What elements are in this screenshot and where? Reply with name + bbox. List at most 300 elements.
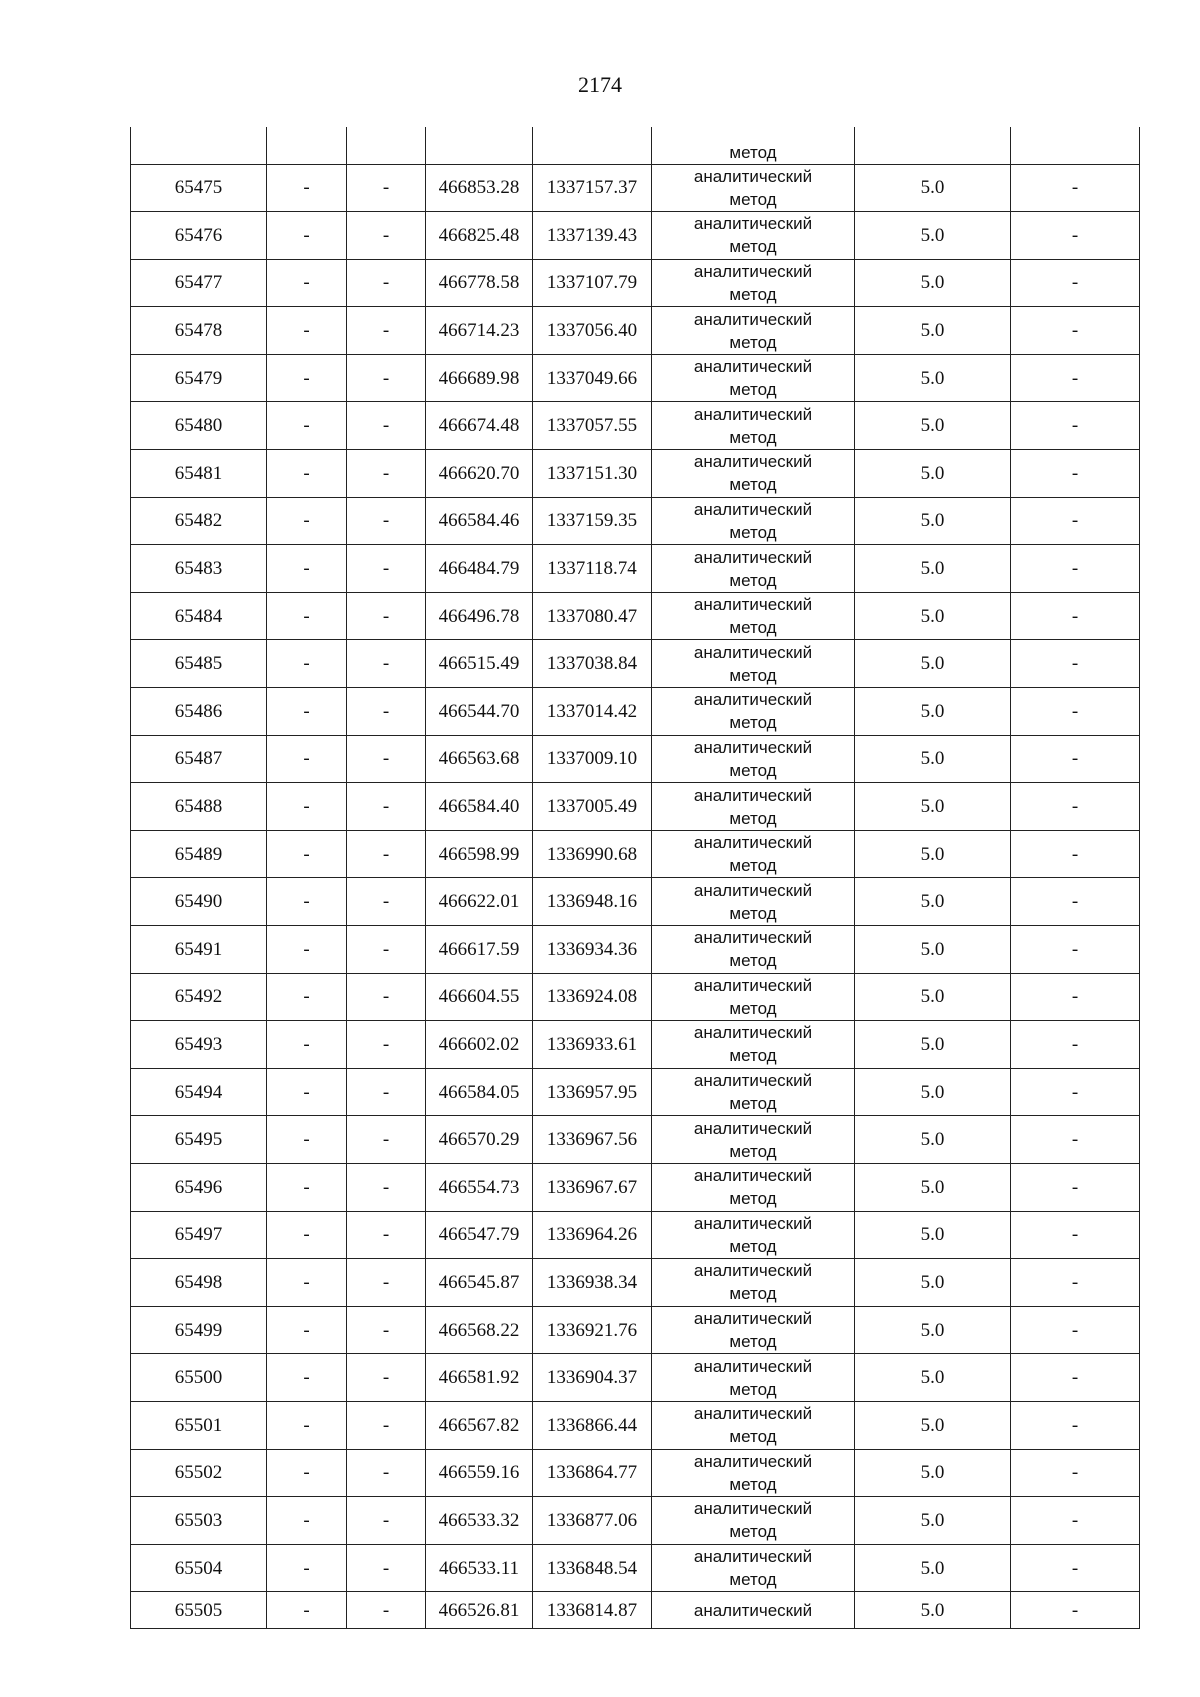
cell-col8: -	[1011, 1068, 1140, 1116]
cell-col8: -	[1011, 164, 1140, 212]
method-line1: аналитический	[693, 261, 813, 281]
cell-col2: -	[267, 1068, 347, 1116]
cell-accuracy: 5.0	[855, 1306, 1011, 1354]
cell-x: 466825.48	[426, 212, 533, 260]
cell-col8: -	[1011, 783, 1140, 831]
table-row	[131, 450, 1140, 498]
method-line1: аналитический	[693, 1166, 813, 1186]
cell-id: 65489	[131, 830, 267, 878]
cell-col3: -	[347, 1211, 426, 1259]
cell-col3: -	[347, 1449, 426, 1497]
continuation-row	[131, 127, 1140, 164]
method-line2: метод	[729, 284, 777, 304]
cell-x: 466563.68	[426, 735, 533, 783]
cell-x: 466545.87	[426, 1259, 533, 1307]
cell-col3: -	[347, 307, 426, 355]
method-line2: метод	[729, 808, 777, 828]
cell-col2: -	[267, 973, 347, 1021]
cell-id: 65502	[131, 1449, 267, 1497]
method-line2: метод	[729, 760, 777, 780]
method-line1: аналитический	[693, 214, 813, 234]
cell-accuracy: 5.0	[855, 1354, 1011, 1402]
cell-id: 65492	[131, 973, 267, 1021]
cell-method	[652, 259, 855, 307]
cell-accuracy: 5.0	[855, 735, 1011, 783]
cell-y: 1336921.76	[533, 1306, 652, 1354]
cell-col3: -	[347, 830, 426, 878]
cell-y: 1337151.30	[533, 450, 652, 498]
cell-method	[652, 1592, 855, 1629]
cell-x: 466547.79	[426, 1211, 533, 1259]
method-line2: метод	[729, 1284, 777, 1304]
cell-id: 65496	[131, 1163, 267, 1211]
cell-method	[652, 402, 855, 450]
cell-y: 1337080.47	[533, 592, 652, 640]
cell-col2: -	[267, 450, 347, 498]
cell-col2: -	[267, 735, 347, 783]
cell-col2: -	[267, 1592, 347, 1629]
cell-method	[652, 127, 855, 164]
cell-method	[652, 973, 855, 1021]
cell-col2: -	[267, 1259, 347, 1307]
table-row	[131, 259, 1140, 307]
method-line2: метод	[729, 237, 777, 257]
cell-col2: -	[267, 640, 347, 688]
method-line1: аналитический	[693, 1261, 813, 1281]
method-line2: метод	[729, 380, 777, 400]
cell-col3: -	[347, 973, 426, 1021]
table-row	[131, 354, 1140, 402]
method-line1: аналитический	[693, 1071, 813, 1091]
method-line2: метод	[729, 856, 777, 876]
cell-id: 65491	[131, 926, 267, 974]
table-row	[131, 830, 1140, 878]
method-line1: аналитический	[693, 1600, 813, 1620]
table-row	[131, 640, 1140, 688]
cell-method	[652, 1449, 855, 1497]
cell-col2: -	[267, 402, 347, 450]
cell-accuracy	[855, 127, 1011, 164]
cell-col3: -	[347, 497, 426, 545]
cell-y: 1336967.67	[533, 1163, 652, 1211]
cell-col2: -	[267, 259, 347, 307]
table-row	[131, 1259, 1140, 1307]
cell-col2: -	[267, 164, 347, 212]
cell-y: 1336933.61	[533, 1021, 652, 1069]
cell-method	[652, 830, 855, 878]
cell-col2: -	[267, 1449, 347, 1497]
cell-accuracy: 5.0	[855, 1449, 1011, 1497]
cell-id: 65490	[131, 878, 267, 926]
method-line2: метод	[729, 1570, 777, 1590]
cell-id: 65500	[131, 1354, 267, 1402]
cell-accuracy: 5.0	[855, 307, 1011, 355]
cell-id: 65487	[131, 735, 267, 783]
table-row	[131, 783, 1140, 831]
method-line2: метод	[729, 1046, 777, 1066]
cell-method	[652, 1259, 855, 1307]
cell-accuracy: 5.0	[855, 354, 1011, 402]
cell-id: 65495	[131, 1116, 267, 1164]
cell-col2: -	[267, 688, 347, 736]
cell-y: 1336814.87	[533, 1592, 652, 1629]
cell-accuracy: 5.0	[855, 830, 1011, 878]
cell-col8: -	[1011, 1449, 1140, 1497]
cell-id: 65504	[131, 1544, 267, 1592]
page-number: 2174	[578, 72, 622, 97]
cell-col3: -	[347, 1354, 426, 1402]
table-row	[131, 735, 1140, 783]
cell-id: 65488	[131, 783, 267, 831]
cell-y: 1337038.84	[533, 640, 652, 688]
coordinates-table	[130, 127, 1140, 1629]
method-line1: аналитический	[693, 166, 813, 186]
cell-x: 466526.81	[426, 1592, 533, 1629]
cell-accuracy: 5.0	[855, 973, 1011, 1021]
cell-y: 1337118.74	[533, 545, 652, 593]
cell-col3: -	[347, 164, 426, 212]
cell-col2: -	[267, 1163, 347, 1211]
cell-x: 466714.23	[426, 307, 533, 355]
method-line2: метод	[729, 1522, 777, 1542]
cell-col8: -	[1011, 688, 1140, 736]
method-line1: аналитический	[693, 1213, 813, 1233]
cell-id: 65503	[131, 1497, 267, 1545]
table-row	[131, 164, 1140, 212]
cell-x: 466622.01	[426, 878, 533, 926]
cell-method	[652, 1306, 855, 1354]
method-line2: метод	[729, 903, 777, 923]
cell-accuracy: 5.0	[855, 1211, 1011, 1259]
cell-accuracy: 5.0	[855, 926, 1011, 974]
cell-y: 1336877.06	[533, 1497, 652, 1545]
method-line2: метод	[729, 1332, 777, 1352]
cell-x: 466598.99	[426, 830, 533, 878]
table-row	[131, 1021, 1140, 1069]
cell-y: 1336848.54	[533, 1544, 652, 1592]
cell-method	[652, 1116, 855, 1164]
cell-col2: -	[267, 926, 347, 974]
cell-col8: -	[1011, 402, 1140, 450]
cell-col8: -	[1011, 545, 1140, 593]
method-line2: метод	[729, 522, 777, 542]
cell-col8: -	[1011, 259, 1140, 307]
table-row	[131, 1449, 1140, 1497]
cell-method	[652, 783, 855, 831]
cell-col2: -	[267, 878, 347, 926]
cell-method	[652, 688, 855, 736]
method-line1: аналитический	[693, 833, 813, 853]
table-row	[131, 1354, 1140, 1402]
cell-accuracy: 5.0	[855, 1021, 1011, 1069]
cell-col8: -	[1011, 973, 1140, 1021]
cell-accuracy: 5.0	[855, 592, 1011, 640]
table-row	[131, 497, 1140, 545]
cell-col3: -	[347, 1259, 426, 1307]
cell-method	[652, 164, 855, 212]
cell-method	[652, 1163, 855, 1211]
cell-col8: -	[1011, 1592, 1140, 1629]
cell-accuracy: 5.0	[855, 402, 1011, 450]
table-row	[131, 1163, 1140, 1211]
cell-col2: -	[267, 592, 347, 640]
cell-col2: -	[267, 545, 347, 593]
cell-accuracy: 5.0	[855, 1116, 1011, 1164]
cell-col2: -	[267, 1021, 347, 1069]
cell-col3	[347, 127, 426, 164]
cell-accuracy: 5.0	[855, 1544, 1011, 1592]
cell-col2: -	[267, 1211, 347, 1259]
method-line2: метод	[729, 998, 777, 1018]
method-line1: аналитический	[693, 690, 813, 710]
cell-col2: -	[267, 783, 347, 831]
cell-method	[652, 1544, 855, 1592]
cell-x: 466559.16	[426, 1449, 533, 1497]
cell-col8: -	[1011, 878, 1140, 926]
cell-y: 1336864.77	[533, 1449, 652, 1497]
method-line1: аналитический	[693, 737, 813, 757]
cell-id: 65477	[131, 259, 267, 307]
cell-col3: -	[347, 783, 426, 831]
cell-x: 466533.11	[426, 1544, 533, 1592]
cell-method	[652, 545, 855, 593]
cell-col3: -	[347, 640, 426, 688]
method-line1: аналитический	[693, 309, 813, 329]
table-row	[131, 1544, 1140, 1592]
cell-col8: -	[1011, 497, 1140, 545]
table-row	[131, 1211, 1140, 1259]
cell-method	[652, 640, 855, 688]
cell-accuracy: 5.0	[855, 1497, 1011, 1545]
cell-accuracy: 5.0	[855, 1259, 1011, 1307]
cell-y: 1336924.08	[533, 973, 652, 1021]
cell-col3: -	[347, 1116, 426, 1164]
cell-accuracy: 5.0	[855, 164, 1011, 212]
table-row	[131, 1401, 1140, 1449]
cell-method	[652, 1021, 855, 1069]
cell-id: 65497	[131, 1211, 267, 1259]
cell-col3: -	[347, 259, 426, 307]
cell-col2: -	[267, 212, 347, 260]
cell-col8: -	[1011, 1116, 1140, 1164]
cell-accuracy: 5.0	[855, 545, 1011, 593]
method-line2: метод	[729, 570, 777, 590]
cell-accuracy: 5.0	[855, 878, 1011, 926]
method-line2: метод	[729, 427, 777, 447]
method-line1: аналитический	[693, 785, 813, 805]
cell-y: 1336990.68	[533, 830, 652, 878]
method-line2: метод	[729, 618, 777, 638]
cell-col3: -	[347, 1306, 426, 1354]
cell-col3: -	[347, 1163, 426, 1211]
cell-id: 65481	[131, 450, 267, 498]
cell-accuracy: 5.0	[855, 212, 1011, 260]
cell-x: 466544.70	[426, 688, 533, 736]
cell-col2: -	[267, 1306, 347, 1354]
cell-y: 1336964.26	[533, 1211, 652, 1259]
cell-y: 1336948.16	[533, 878, 652, 926]
cell-id: 65482	[131, 497, 267, 545]
method-line1: аналитический	[693, 880, 813, 900]
table-row	[131, 1306, 1140, 1354]
cell-col8: -	[1011, 307, 1140, 355]
cell-x: 466581.92	[426, 1354, 533, 1402]
cell-id: 65484	[131, 592, 267, 640]
cell-x: 466617.59	[426, 926, 533, 974]
cell-y: 1337049.66	[533, 354, 652, 402]
cell-method	[652, 354, 855, 402]
cell-id: 65480	[131, 402, 267, 450]
cell-col3: -	[347, 926, 426, 974]
cell-id: 65501	[131, 1401, 267, 1449]
cell-col2: -	[267, 307, 347, 355]
cell-method	[652, 1401, 855, 1449]
cell-method	[652, 1354, 855, 1402]
cell-col2: -	[267, 1354, 347, 1402]
cell-col8: -	[1011, 1401, 1140, 1449]
cell-method	[652, 450, 855, 498]
cell-col3: -	[347, 1544, 426, 1592]
cell-x	[426, 127, 533, 164]
cell-y: 1337057.55	[533, 402, 652, 450]
cell-accuracy: 5.0	[855, 259, 1011, 307]
table-row	[131, 926, 1140, 974]
cell-id: 65478	[131, 307, 267, 355]
table-body	[131, 127, 1140, 1629]
method-line1: аналитический	[693, 357, 813, 377]
cell-col2: -	[267, 1116, 347, 1164]
cell-col8: -	[1011, 1163, 1140, 1211]
cell-col3: -	[347, 735, 426, 783]
cell-y: 1336938.34	[533, 1259, 652, 1307]
method-line1: аналитический	[693, 1547, 813, 1567]
table-row	[131, 878, 1140, 926]
method-line1: аналитический	[693, 1309, 813, 1329]
method-line2: метод	[729, 951, 777, 971]
cell-col8: -	[1011, 1211, 1140, 1259]
cell-x: 466515.49	[426, 640, 533, 688]
method-line2: метод	[729, 1094, 777, 1114]
cell-id: 65498	[131, 1259, 267, 1307]
method-line2: метод	[729, 332, 777, 352]
cell-accuracy: 5.0	[855, 1163, 1011, 1211]
method-line1: аналитический	[693, 1356, 813, 1376]
cell-id: 65483	[131, 545, 267, 593]
method-line1: аналитический	[693, 975, 813, 995]
cell-col8: -	[1011, 1021, 1140, 1069]
cell-method	[652, 592, 855, 640]
cell-id: 65479	[131, 354, 267, 402]
cell-col2	[267, 127, 347, 164]
cell-method	[652, 926, 855, 974]
cell-accuracy: 5.0	[855, 1401, 1011, 1449]
cell-col2: -	[267, 354, 347, 402]
method-line1: аналитический	[693, 1404, 813, 1424]
cell-col8: -	[1011, 1544, 1140, 1592]
cell-y: 1337139.43	[533, 212, 652, 260]
cell-y: 1336866.44	[533, 1401, 652, 1449]
cell-col3: -	[347, 1592, 426, 1629]
method-line1: аналитический	[693, 1451, 813, 1471]
method-line1: аналитический	[693, 1023, 813, 1043]
method-line1: аналитический	[693, 452, 813, 472]
cell-col2: -	[267, 1401, 347, 1449]
table-row	[131, 1116, 1140, 1164]
cell-method	[652, 307, 855, 355]
cell-id	[131, 127, 267, 164]
cell-method	[652, 212, 855, 260]
cell-y: 1336957.95	[533, 1068, 652, 1116]
cell-y: 1337157.37	[533, 164, 652, 212]
cell-x: 466554.73	[426, 1163, 533, 1211]
table-row	[131, 592, 1140, 640]
method-line2: метод	[729, 1236, 777, 1256]
cell-col3: -	[347, 878, 426, 926]
cell-x: 466496.78	[426, 592, 533, 640]
cell-x: 466689.98	[426, 354, 533, 402]
cell-id: 65475	[131, 164, 267, 212]
cell-col3: -	[347, 1068, 426, 1116]
method-line1: аналитический	[693, 1118, 813, 1138]
cell-accuracy: 5.0	[855, 688, 1011, 736]
method-line2: метод	[729, 189, 777, 209]
cell-col8: -	[1011, 212, 1140, 260]
table-row	[131, 973, 1140, 1021]
cell-col8: -	[1011, 830, 1140, 878]
method-line1: аналитический	[693, 642, 813, 662]
cell-accuracy: 5.0	[855, 783, 1011, 831]
cell-col8: -	[1011, 735, 1140, 783]
cell-id: 65476	[131, 212, 267, 260]
cell-col3: -	[347, 212, 426, 260]
method-line2: метод	[729, 1141, 777, 1161]
cell-col8: -	[1011, 1354, 1140, 1402]
cell-col8: -	[1011, 450, 1140, 498]
cell-y: 1337056.40	[533, 307, 652, 355]
cell-id: 65485	[131, 640, 267, 688]
cell-col8: -	[1011, 640, 1140, 688]
table-row	[131, 402, 1140, 450]
cell-col3: -	[347, 1497, 426, 1545]
method-line1: аналитический	[693, 499, 813, 519]
method-line1: аналитический	[693, 595, 813, 615]
cell-x: 466568.22	[426, 1306, 533, 1354]
method-line2: метод	[729, 475, 777, 495]
cell-id: 65499	[131, 1306, 267, 1354]
cell-x: 466778.58	[426, 259, 533, 307]
cell-accuracy: 5.0	[855, 497, 1011, 545]
cell-method	[652, 1068, 855, 1116]
cell-col8: -	[1011, 592, 1140, 640]
cell-col2: -	[267, 1544, 347, 1592]
cell-x: 466570.29	[426, 1116, 533, 1164]
cell-y	[533, 127, 652, 164]
cell-y: 1337107.79	[533, 259, 652, 307]
table-row	[131, 307, 1140, 355]
table-row	[131, 212, 1140, 260]
cell-x: 466620.70	[426, 450, 533, 498]
cell-col8: -	[1011, 354, 1140, 402]
cell-method	[652, 1497, 855, 1545]
method-line2: метод	[729, 142, 777, 162]
cell-col8: -	[1011, 1497, 1140, 1545]
cell-method	[652, 497, 855, 545]
method-line1: аналитический	[693, 404, 813, 424]
cell-id: 65494	[131, 1068, 267, 1116]
cell-y: 1336904.37	[533, 1354, 652, 1402]
cell-col8: -	[1011, 1259, 1140, 1307]
cell-y: 1337009.10	[533, 735, 652, 783]
